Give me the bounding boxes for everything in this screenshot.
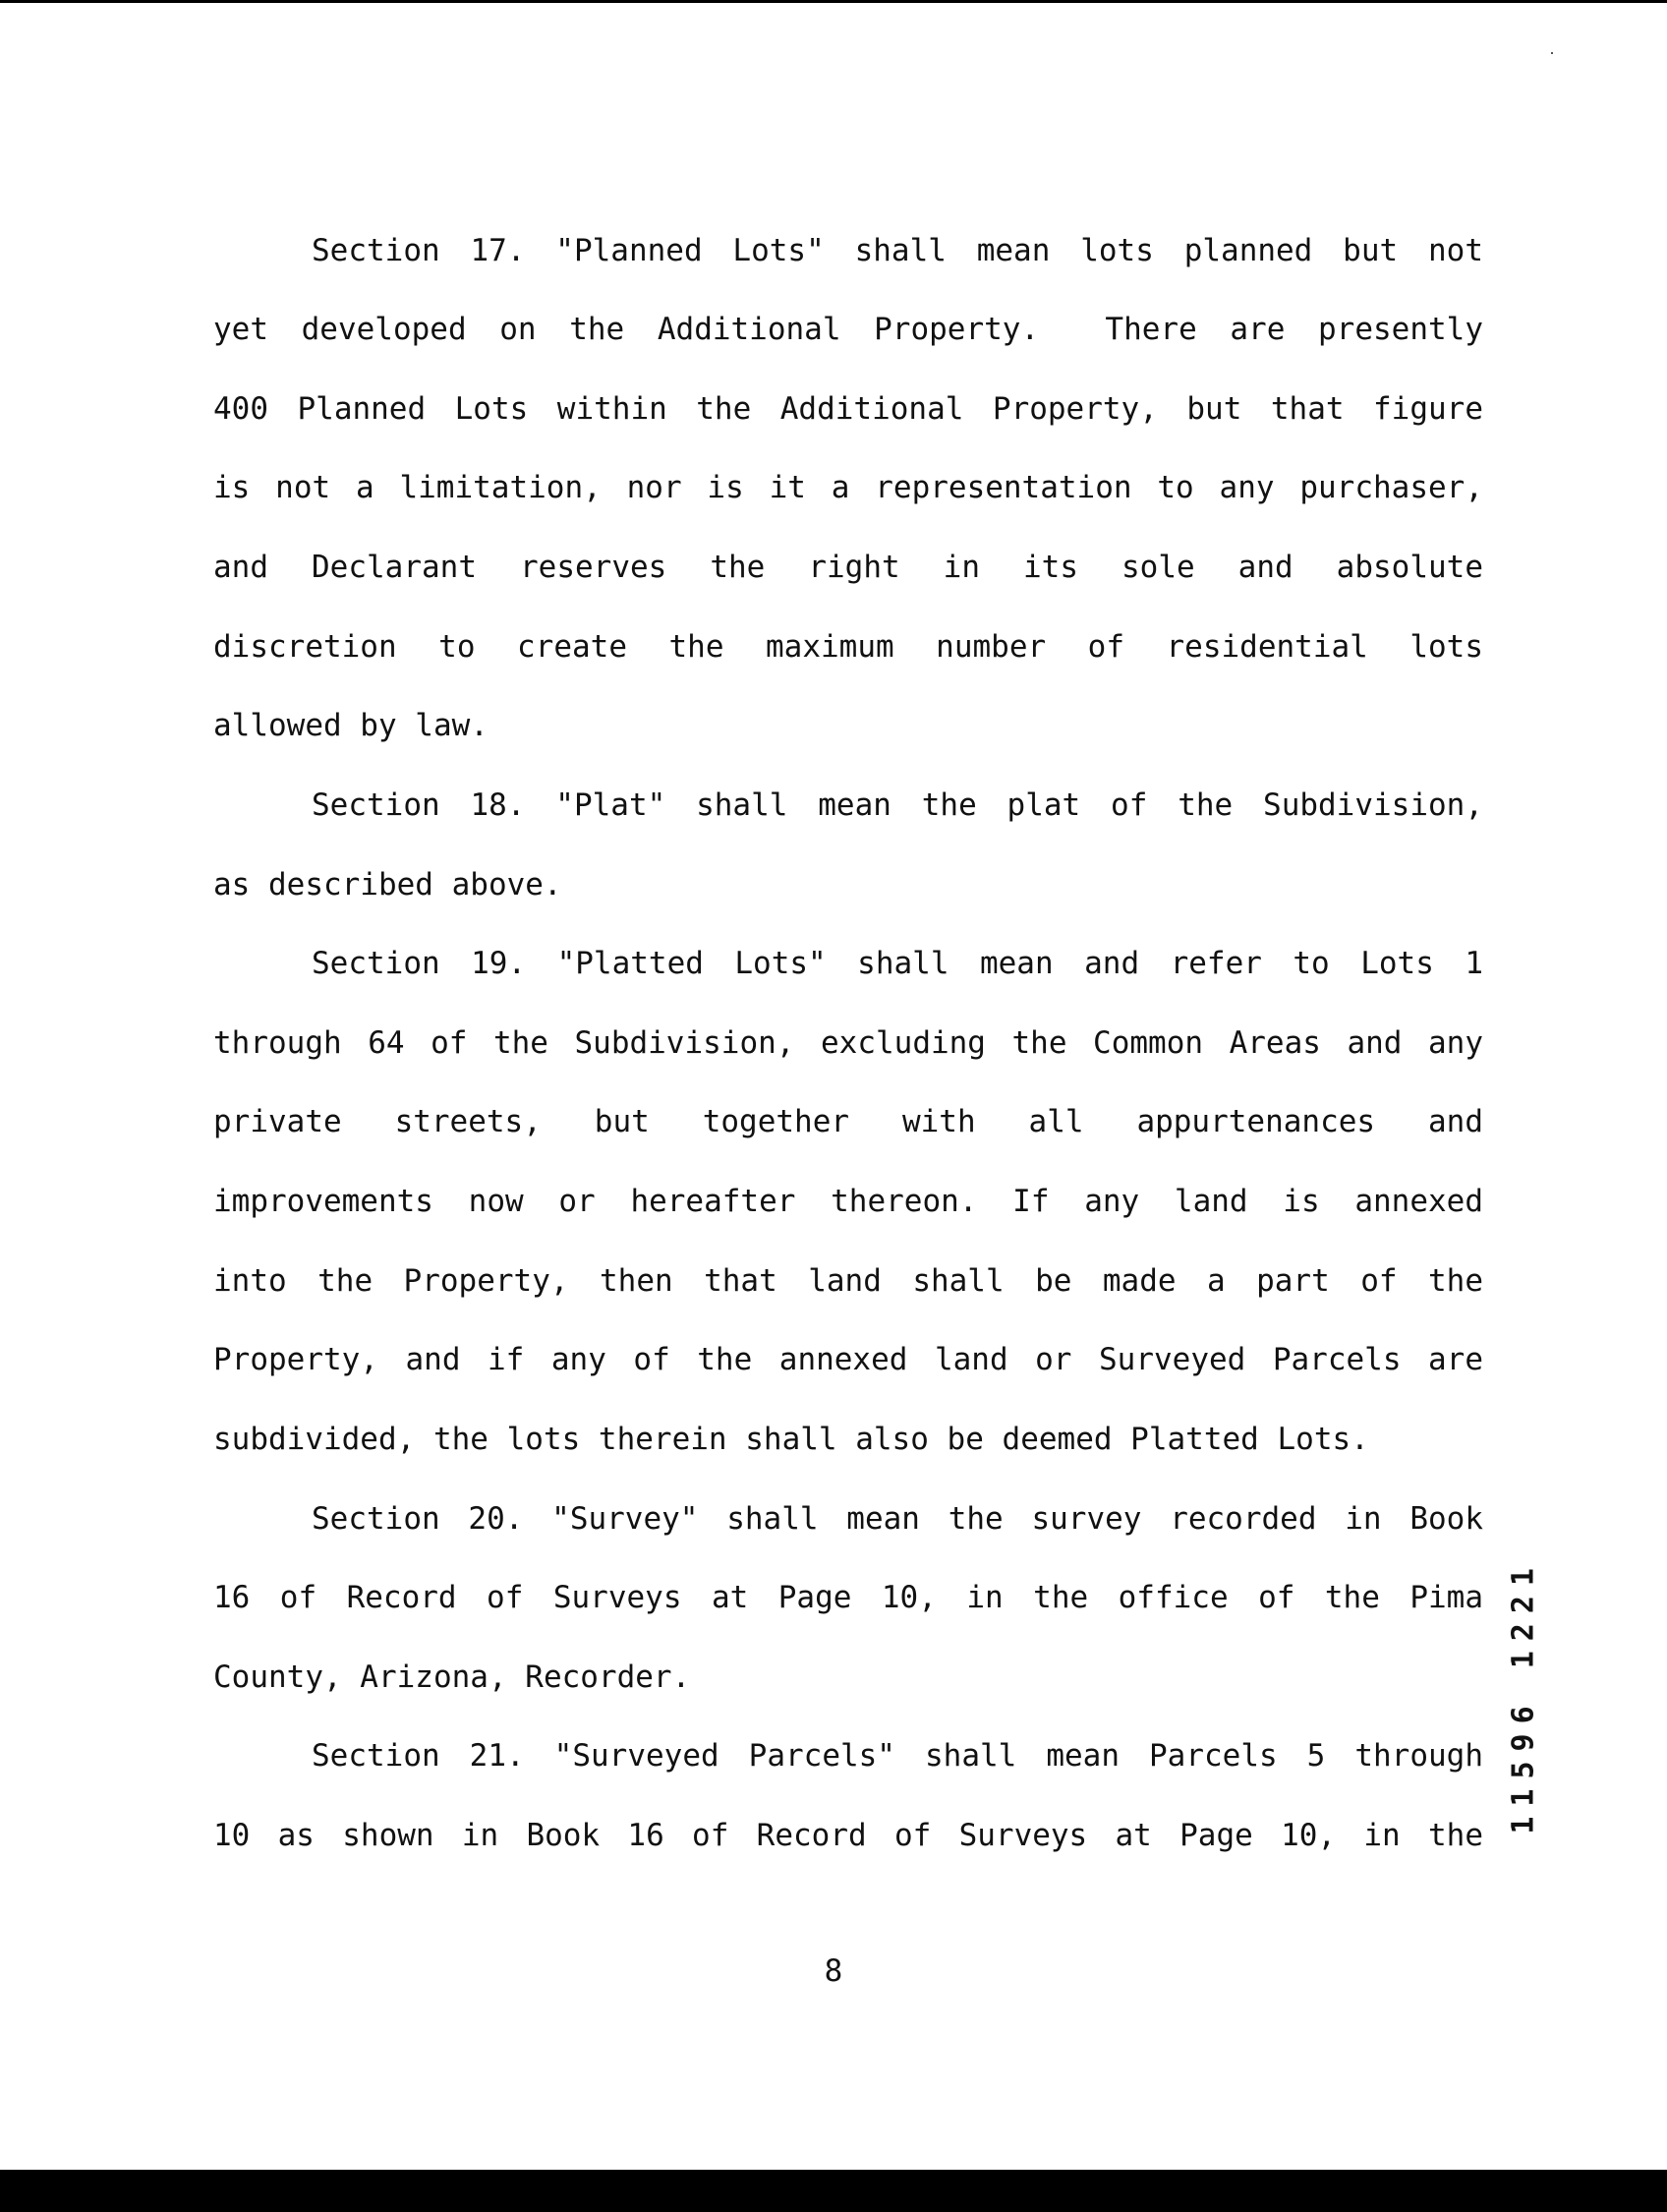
text-line: Section 18. "Plat" shall mean the plat of the Subdivision, [312,787,1483,823]
text-line: 16 of Record of Surveys at Page 10, in the office of the Pima [213,1580,1483,1615]
text-line: private streets, but together with all appurtenances and [213,1104,1483,1139]
text-line: 400 Planned Lots within the Additional Property, but that figure [213,391,1483,427]
text-line: subdivided, the lots therein shall also be deemed Platted Lots. [213,1422,1369,1457]
text-line: through 64 of the Subdivision, excluding the Common Areas and any [213,1025,1483,1061]
document-page [0,3,1667,2170]
page-number: 8 [824,1953,843,1989]
text-line: Property, and if any of the annexed land or Surveyed Parcels are [213,1342,1483,1377]
text-line: as described above. [213,867,562,902]
text-line: 10 as shown in Book 16 of Record of Surveys at Page 10, in the [213,1818,1483,1853]
text-line: Section 20. "Survey" shall mean the survey recorded in Book [312,1501,1483,1537]
text-line: improvements now or hereafter thereon. If any land is annexed [213,1184,1483,1219]
text-line: is not a limitation, nor is it a representation to any purchaser, [213,470,1483,505]
text-line: discretion to create the maximum number of residential lots [213,629,1483,665]
text-line: Section 21. "Surveyed Parcels" shall mean Parcels 5 through [312,1738,1483,1774]
text-line: allowed by law. [213,708,489,743]
scan-speck [1551,52,1553,54]
text-line: into the Property, then that land shall be made a part of the [213,1263,1483,1299]
text-line: and Declarant reserves the right in its sole and absolute [213,550,1483,585]
margin-stamp: 11596 1221 [1506,1558,1541,1834]
text-line: Section 17. "Planned Lots" shall mean lots planned but not [312,233,1483,268]
text-line: County, Arizona, Recorder. [213,1659,691,1695]
text-line: yet developed on the Additional Property. There are presently [213,312,1483,347]
text-line: Section 19. "Platted Lots" shall mean and refer to Lots 1 [312,946,1483,981]
